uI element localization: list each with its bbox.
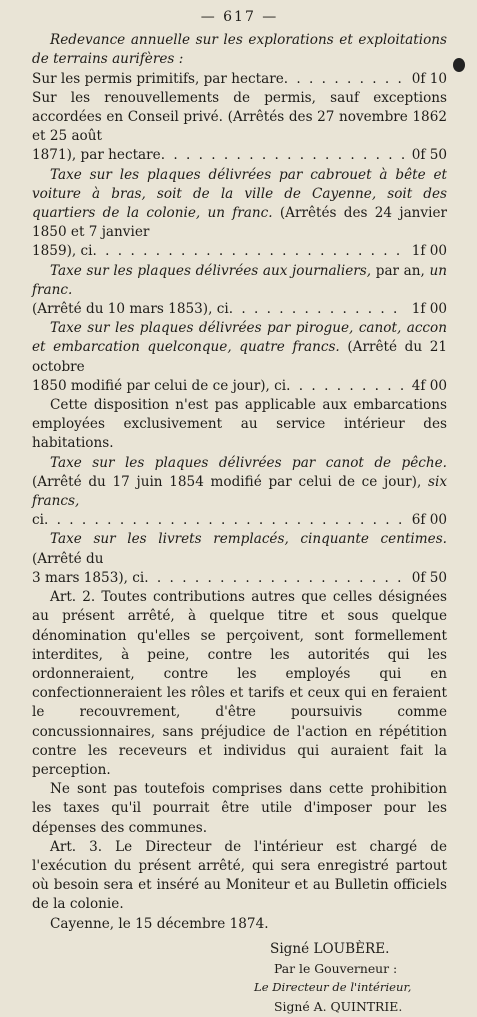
paragraph-worker-plates: [32, 262, 447, 300]
leader-dots: [44, 511, 406, 530]
date-line: Cayenne, le 15 décembre 1874.: [50, 915, 269, 932]
text: par an,: [371, 262, 430, 279]
signature-by-governor: Par le Gouverneur :: [274, 960, 398, 976]
paragraph-exemption: Cette disposition n'est pas applicable aux embarcations employées exclusivement au service intérieur des habitations.: [32, 397, 447, 452]
tariff-row: [32, 70, 447, 89]
text: (Arrêté du 21 octobre: [32, 339, 448, 375]
leader-dots: [144, 569, 405, 588]
tariff-label: 1850 modifié par celui de ce jour), ci: [32, 377, 287, 394]
tariff-amount: 4f 00: [411, 377, 447, 394]
italic-text: Taxe sur les plaques délivrées par cabrouet à bête et voiture à bras, soit de la ville de Cayenne, soit des quartiers de la colonie, un franc.: [32, 166, 447, 222]
tariff-row: [32, 242, 447, 261]
tariff-label: Sur les permis primitifs, par hectare: [32, 70, 284, 87]
tariff-amount: 0f 10: [411, 70, 447, 87]
tariff-row: [32, 511, 447, 530]
italic-text: six francs,: [32, 473, 447, 510]
tariff-amount: 0f 50: [411, 147, 447, 164]
signature-governor: Signé LOUBÈRE.: [270, 940, 390, 957]
paragraph-cart-plates: [32, 166, 447, 243]
tariff-label: (Arrêté du 10 mars 1853), ci: [32, 301, 229, 318]
text: (Arrêté du 17 juin 1854 modifié par celui de ce jour),: [32, 473, 428, 490]
page-number-header: — 617 —: [200, 9, 279, 25]
signature-director-title: Le Directeur de l'intérieur,: [254, 980, 412, 995]
tariff-row: [32, 569, 447, 588]
text: (Arrêté du: [32, 550, 104, 567]
tariff-row: [32, 146, 447, 165]
italic-text: Taxe sur les plaques délivrées par canot de pêche.: [50, 454, 447, 471]
tariff-amount: 6f 00: [411, 512, 447, 529]
article-2: Art. 2. Toutes contributions autres que celles désignées au présent arrêté, à quelque titre et sous quelque dénomination qu'elles se perçoivent, sont formellement interdites, à peine, contre les autorités qui les ordonneraient, contre les employés qui en confectionneraient les rôles et tarifs et ceux qui en feraient le recouvrement, d'être poursuivis comme concussionnaires, sans préjudice de l'action en répétition contre les receveurs et individus qui auraient fait la perception.: [32, 589, 447, 778]
leader-dots: [284, 70, 406, 89]
signature-director: Signé A. QUINTRIE.: [274, 999, 403, 1015]
leader-dots: [286, 377, 406, 396]
text: (Arrêtés des 24 janvier 1850 et 7 janvier: [32, 205, 447, 241]
paragraph-boat-plates: [32, 319, 447, 377]
article-3: Art. 3. Le Directeur de l'intérieur est chargé de l'exécution du présent arrêté, qui sera enregistré partout où besoin sera et inséré au Moniteur et au Bulletin officiels de la colonie.: [32, 838, 447, 913]
ink-blot: [453, 58, 465, 72]
italic-text: Taxe sur les plaques délivrées par pirogue, canot, accon et embarcation quelconque, quatre francs.: [32, 320, 447, 356]
tariff-label: 1871), par hectare: [32, 147, 161, 164]
paragraph-booklets: [32, 530, 447, 568]
paragraph-gold-royalty: Redevance annuelle sur les explorations et exploitations de terrains aurifères :: [32, 32, 447, 68]
paragraph-fishing-boat: [32, 454, 447, 512]
italic-text: Taxe sur les plaques délivrées aux journaliers,: [50, 262, 372, 279]
tariff-amount: 1f 00: [411, 301, 447, 318]
tariff-label: 1859), ci: [32, 243, 93, 260]
italic-text: un franc.: [32, 262, 448, 298]
leader-dots: [93, 242, 406, 261]
leader-dots: [161, 146, 406, 165]
tariff-label: 3 mars 1853), ci: [32, 569, 145, 586]
leader-dots: [229, 300, 406, 319]
signature-block: [32, 940, 447, 1017]
italic-text: Taxe sur les livrets remplacés, cinquante centimes.: [50, 531, 447, 548]
tariff-row: [32, 377, 447, 396]
tariff-amount: 1f 00: [411, 243, 447, 260]
tariff-amount: 0f 50: [411, 569, 447, 586]
tariff-label: ci: [32, 512, 44, 529]
tariff-row: [32, 300, 447, 319]
article-2-exception: Ne sont pas toutefois comprises dans cette prohibition les taxes qu'il pourrait être utile d'imposer pour les dépenses des communes.: [32, 781, 447, 836]
paragraph-renewals: Sur les renouvellements de permis, sauf exceptions accordées en Conseil privé. (Arrêtés des 27 novembre 1862 et 25 août: [32, 89, 447, 145]
